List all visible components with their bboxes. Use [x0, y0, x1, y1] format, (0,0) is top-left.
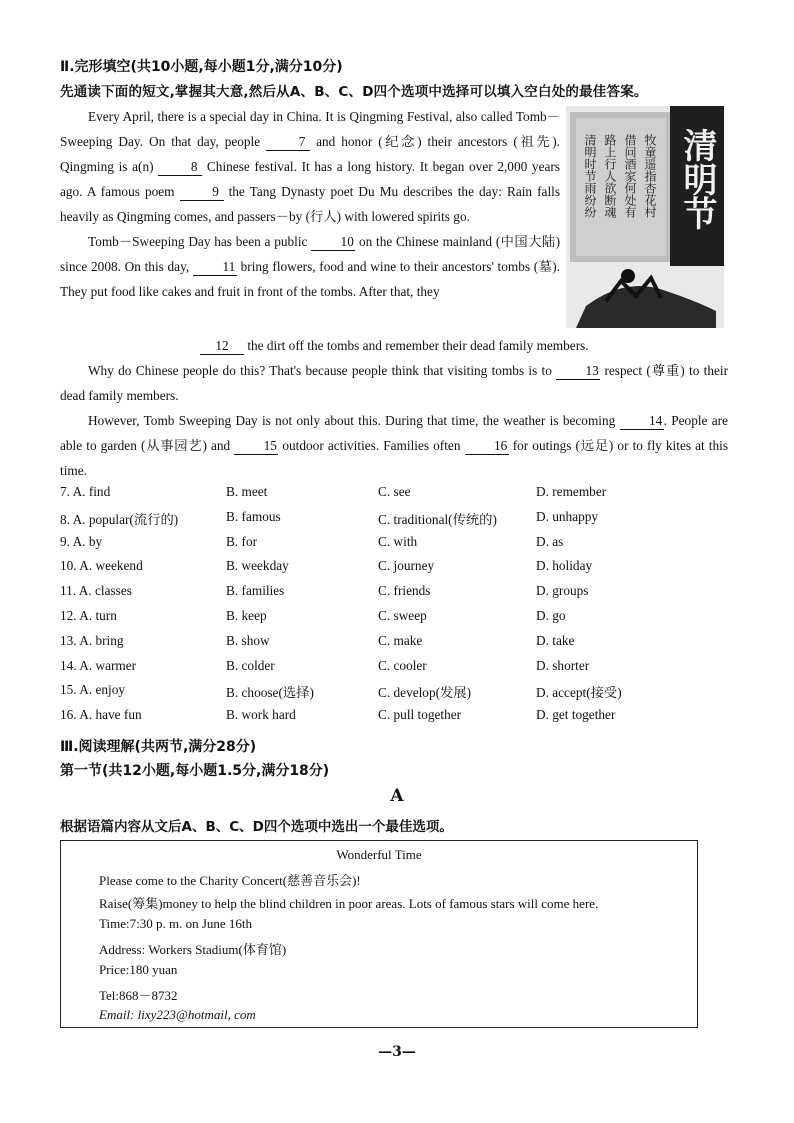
option-b: B. families: [226, 583, 285, 599]
option-b: B. for: [226, 533, 258, 549]
option-d: D. shorter: [536, 657, 590, 673]
blank-11: 11: [193, 258, 237, 276]
blank-13: 13: [556, 362, 600, 380]
notice-line-purpose: Raise(筹集)money to help the blind children in poor areas. Lots of famous stars will come here.: [99, 896, 599, 911]
notice-line-email: Email: lixy223@hotmail, com: [99, 1007, 256, 1022]
option-a: 11. A. classes: [60, 583, 132, 599]
option-d: D. go: [536, 607, 566, 623]
option-c: C. see: [378, 484, 411, 499]
passage-letter: A: [390, 786, 404, 806]
option-d: D. take: [536, 632, 575, 648]
paragraph-2: [60, 229, 560, 304]
notice-line-address: Address: Workers Stadium(体育馆): [99, 942, 287, 957]
option-a: 8. A. popular(流行的): [60, 511, 179, 527]
notice-line-time: Time:7:30 p. m. on June 16th: [99, 916, 253, 931]
concert-notice-box: [60, 840, 698, 1028]
blank-12: 12: [200, 337, 244, 355]
poem-line-2: 路上行人欲断魂: [603, 134, 617, 218]
option-a: 13. A. bring: [60, 632, 124, 648]
option-a: 10. A. weekend: [60, 558, 143, 574]
option-a: 7. A. find: [60, 484, 111, 499]
option-b: B. colder: [226, 657, 275, 673]
section-3-title: Ⅲ.阅读理解(共两节,满分28分): [60, 739, 257, 755]
section-3-instruction: 根据语篇内容从文后A、B、C、D四个选项中选出一个最佳选项。: [60, 819, 453, 835]
option-a: 12. A. turn: [60, 607, 117, 623]
option-c: C. friends: [378, 583, 431, 599]
poem-line-1: 清明时节雨纷纷: [583, 134, 597, 218]
option-b: B. famous: [226, 508, 281, 524]
section-2-instruction: 先通读下面的短文,掌握其大意,然后从A、B、C、D四个选项中选择可以填入空白处的最佳答案。: [60, 84, 648, 100]
p4-text-c: outdoor activities. Families often: [278, 438, 465, 453]
qingming-artwork: [566, 106, 724, 328]
p2-text-d: the dirt off the tombs and remember their dead family members.: [244, 338, 589, 353]
p1-text-c: Chinese festival. It has a long history. It began over 2,000 years ago. A famous poem: [60, 159, 560, 199]
option-a: 16. A. have fun: [60, 707, 142, 723]
p3-text-b: respect (尊重) to their dead family members.: [60, 363, 729, 403]
option-d: D. accept(接受): [536, 685, 622, 701]
notice-title: Wonderful Time: [336, 847, 422, 862]
blank-8: 8: [158, 158, 202, 176]
option-c: C. pull together: [378, 707, 462, 723]
blank-9: 9: [180, 183, 224, 201]
p1-text-b: and honor (纪念) their ancestors (祖先). Qingming is a(n): [60, 134, 561, 174]
section-2-title: Ⅱ.完形填空(共10小题,每小题1分,满分10分): [60, 59, 343, 75]
paragraph-2-tail: [60, 333, 728, 358]
p4-text-d: for outings (远足) or to fly kites at this time.: [60, 438, 729, 478]
p3-text-a: Why do Chinese people do this? That's because people think that visiting tombs is to: [88, 363, 557, 378]
p4-text-b: . People are able to garden (从事园艺) and: [60, 413, 728, 453]
blank-7: 7: [266, 133, 310, 151]
option-c: C. with: [378, 533, 418, 549]
cloze-passage-bottom: [60, 358, 728, 483]
p1-text-d: the Tang Dynasty poet Du Mu describes the day: Rain falls heavily as Qingming comes, and passers－by (行人) with lowered spirits go.: [60, 184, 561, 224]
page-number: —3—: [378, 1044, 416, 1060]
option-c: C. develop(发展): [378, 685, 472, 701]
qingming-illustration: [566, 106, 724, 328]
p4-text-a: However, Tomb Sweeping Day is not only about this. During that time, the weather is becoming: [88, 413, 620, 428]
calligraphy-title: 清明节: [677, 128, 717, 230]
poem-line-3: 借问酒家何处有: [623, 134, 637, 218]
cloze-passage-tail: [60, 333, 728, 358]
option-d: D. unhappy: [536, 508, 599, 524]
option-a: 14. A. warmer: [60, 657, 137, 673]
blank-16: 16: [465, 437, 509, 455]
p2-text-a: Tomb－Sweeping Day has been a public: [88, 234, 312, 249]
paragraph-3: [60, 358, 728, 408]
option-b: B. keep: [226, 607, 267, 623]
notice-line-invite: Please come to the Charity Concert(慈善音乐会)!: [99, 873, 361, 888]
paragraph-1: [60, 104, 560, 229]
option-c: C. journey: [378, 558, 435, 574]
option-c: C. traditional(传统的): [378, 511, 497, 527]
notice-line-tel: Tel:868－8732: [99, 988, 178, 1003]
option-c: C. make: [378, 632, 423, 648]
notice-line-price: Price:180 yuan: [99, 962, 178, 977]
option-d: D. as: [536, 533, 564, 549]
p2-text-b: on the Chinese mainland (中国大陆) since 2008. On this day,: [60, 234, 560, 274]
option-d: D. holiday: [536, 558, 593, 574]
option-a: 9. A. by: [60, 533, 103, 549]
poem-line-4: 牧童遥指杏花村: [643, 134, 657, 218]
option-b: B. weekday: [226, 558, 289, 574]
option-c: C. sweep: [378, 607, 427, 623]
option-c: C. cooler: [378, 657, 427, 673]
blank-10: 10: [311, 233, 355, 251]
option-b: B. show: [226, 632, 270, 648]
section-3-part-1-title: 第一节(共12小题,每小题1.5分,满分18分): [60, 763, 330, 779]
option-d: D. groups: [536, 583, 589, 599]
option-b: B. choose(选择): [226, 685, 314, 701]
option-d: D. remember: [536, 484, 607, 499]
blank-15: 15: [234, 437, 278, 455]
p2-text-c: bring flowers, food and wine to their ancestors' tombs (墓). They put food like cakes and fruit in front of the tombs. After that, they: [60, 259, 561, 299]
p1-text-a: Every April, there is a special day in China. It is Qingming Festival, also called Tomb－Sweeping Day. On that day, people: [60, 109, 560, 149]
cloze-passage-top: [60, 104, 560, 304]
option-b: B. meet: [226, 484, 268, 499]
option-b: B. work hard: [226, 707, 296, 723]
option-a: 15. A. enjoy: [60, 682, 126, 698]
blank-14: 14: [620, 412, 664, 430]
paragraph-4: [60, 408, 728, 483]
option-d: D. get together: [536, 707, 616, 723]
